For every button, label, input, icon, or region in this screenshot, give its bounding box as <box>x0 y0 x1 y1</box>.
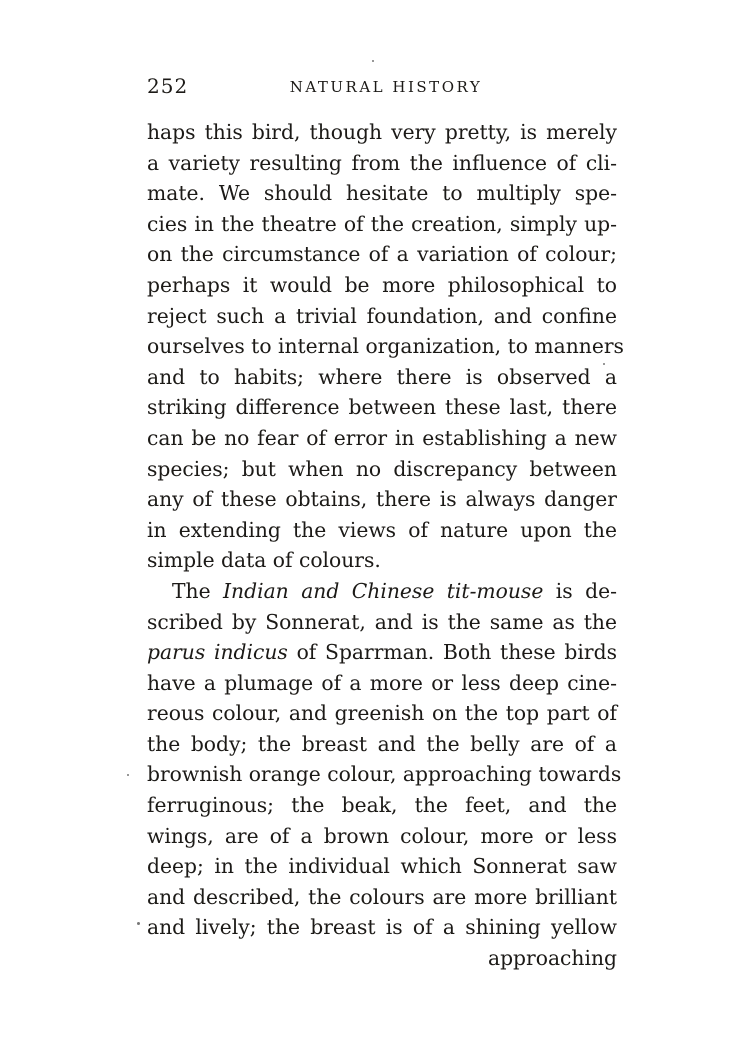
running-title: NATURAL HISTORY <box>289 78 483 96</box>
text-line: scribed by Sonnerat, and is the same as the <box>147 609 617 634</box>
paper-speck <box>137 922 140 925</box>
text-line: have a plumage of a more or less deep cine- <box>147 670 617 695</box>
text-line: mate. We should hesitate to multiply spe- <box>147 181 617 206</box>
text-line: reous colour, and greenish on the top part of <box>147 701 617 726</box>
text-run: The <box>172 578 224 603</box>
text-line: and to habits; where there is observed a <box>147 364 617 389</box>
text-line: and described, the colours are more brilliant <box>147 884 617 909</box>
species-name-italic: Indian and Chinese tit-mouse <box>223 578 544 603</box>
body-text <box>147 117 624 974</box>
text-line: perhaps it would be more philosophical to <box>147 272 617 297</box>
text-run: of Sparrman. Both these birds <box>287 640 617 665</box>
text-run: is de- <box>543 578 617 603</box>
paper-speck <box>372 60 374 62</box>
text-line: species; but when no discrepancy between <box>147 456 617 481</box>
paper-speck <box>603 363 605 365</box>
catchword: approaching <box>487 946 617 971</box>
text-line: haps this bird, though very pretty, is merely <box>147 120 617 144</box>
text-line: reject such a trivial foundation, and confine <box>147 303 617 328</box>
text-line <box>147 637 617 668</box>
text-line: any of these obtains, there is always danger <box>147 487 617 512</box>
text-line: ourselves to internal organization, to manners <box>147 334 624 359</box>
text-line: brownish orange colour, approaching towards <box>147 762 622 787</box>
page-number: 252 <box>147 74 189 98</box>
text-line: a variety resulting from the influence of cli- <box>147 150 617 175</box>
paragraph-2 <box>147 576 622 943</box>
text-line: ferruginous; the beak, the feet, and the <box>147 793 617 818</box>
paper-speck <box>127 774 129 776</box>
text-line: wings, are of a brown colour, more or less <box>147 823 617 848</box>
text-line: simple data of colours. <box>147 548 381 573</box>
text-line: deep; in the individual which Sonnerat saw <box>147 854 617 879</box>
text-line: striking difference between these last, there <box>147 395 617 420</box>
text-line: on the circumstance of a variation of colour; <box>147 242 617 267</box>
latin-name-italic: parus indicus <box>147 640 288 665</box>
text-line: can be no fear of error in establishing a new <box>147 425 617 450</box>
text-line: the body; the breast and the belly are of a <box>147 731 617 756</box>
paragraph-1 <box>147 117 624 576</box>
text-line: and lively; the breast is of a shining yellow <box>147 915 617 940</box>
text-line: in extending the views of nature upon the <box>147 517 617 542</box>
text-line <box>147 576 617 607</box>
text-line: cies in the theatre of the creation, simply up- <box>147 211 617 236</box>
